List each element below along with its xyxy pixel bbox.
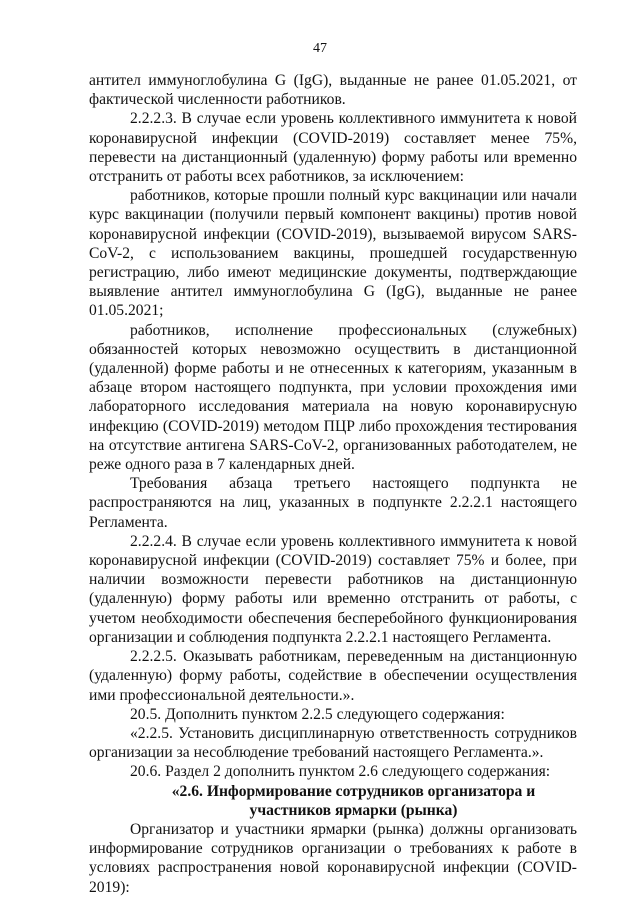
paragraph-2-2-5: «2.2.5. Установить дисциплинарную ответственность сотрудников организации за несоблюдение требований настоящего Регламента.».: [89, 724, 577, 762]
paragraph-continued: антител иммуноглобулина G (IgG), выданные не ранее 01.05.2021, от фактической численности работников.: [89, 72, 577, 109]
document-body: [89, 71, 577, 897]
paragraph-20-5: 20.5. Дополнить пунктом 2.2.5 следующего содержания:: [130, 705, 505, 723]
paragraph-vaccinated-workers: работников, которые прошли полный курс вакцинации или начали курс вакцинации (получили первый компонент вакцины) против новой коронавирусной инфекции (COVID-2019), вызываемой вирусом SARS-CoV-2, с использованием вакцины, прошедшей государственную регистрацию, либо имеют медицинские документы, подтверждающие выявление антител иммуноглобулина G (IgG), выданные не ранее 01.05.2021;: [89, 187, 577, 320]
page-number: 47: [313, 41, 327, 56]
paragraph-2-2-2-3: 2.2.2.3. В случае если уровень коллективного иммунитета к новой коронавирусной инфекции (COVID-2019) составляет менее 75%, перевести на дистанционный (удаленную) форму работы или временно отстранить от работы всех работников, за исключением:: [89, 110, 577, 186]
paragraph-final: Организатор и участники ярмарки (рынка) должны организовать информирование сотрудников организации о требованиях к работе в условиях распространения новой коронавирусной инфекции (COVID-2019):: [89, 820, 577, 896]
section-heading-2-6: «2.6. Информирование сотрудников организатора и участников ярмарки (рынка): [171, 782, 536, 819]
paragraph-20-6: 20.6. Раздел 2 дополнить пунктом 2.6 следующего содержания:: [130, 763, 551, 781]
paragraph-2-2-2-5: 2.2.2.5. Оказывать работникам, переведенным на дистанционную (удаленную) форму работы, содействие в обеспечении осуществления ими профессиональной деятельности.».: [89, 648, 577, 704]
paragraph-non-remote-workers: работников, исполнение профессиональных (служебных) обязанностей которых невозможно осуществить в дистанционной (удаленной) форме работы и не отнесенных к категориям, указанным в абзаце втором настоящего подпункта, при условии прохождения ими лабораторного исследования материала на новую коронавирусную инфекцию (COVID-2019) методом ПЦР либо прохождения тестирования на отсутствие антигена SARS-CoV-2, организованных работодателем, не реже одного раза в 7 календарных дней.: [89, 321, 577, 474]
paragraph-2-2-2-4: 2.2.2.4. В случае если уровень коллективного иммунитета к новой коронавирусной инфекции (COVID-2019) составляет 75% и более, при наличии возможности перевести работников на дистанционную (удаленную) форму работы или временно отстранить от работы, с учетом необходимости обеспечения бесперебойного функционирования организации и соблюдения подпункта 2.2.2.1 настоящего Регламента.: [89, 532, 577, 646]
paragraph-requirements-exception: Требования абзаца третьего настоящего подпункта не распространяются на лиц, указанных в подпункте 2.2.2.1 настоящего Регламента.: [89, 475, 577, 531]
